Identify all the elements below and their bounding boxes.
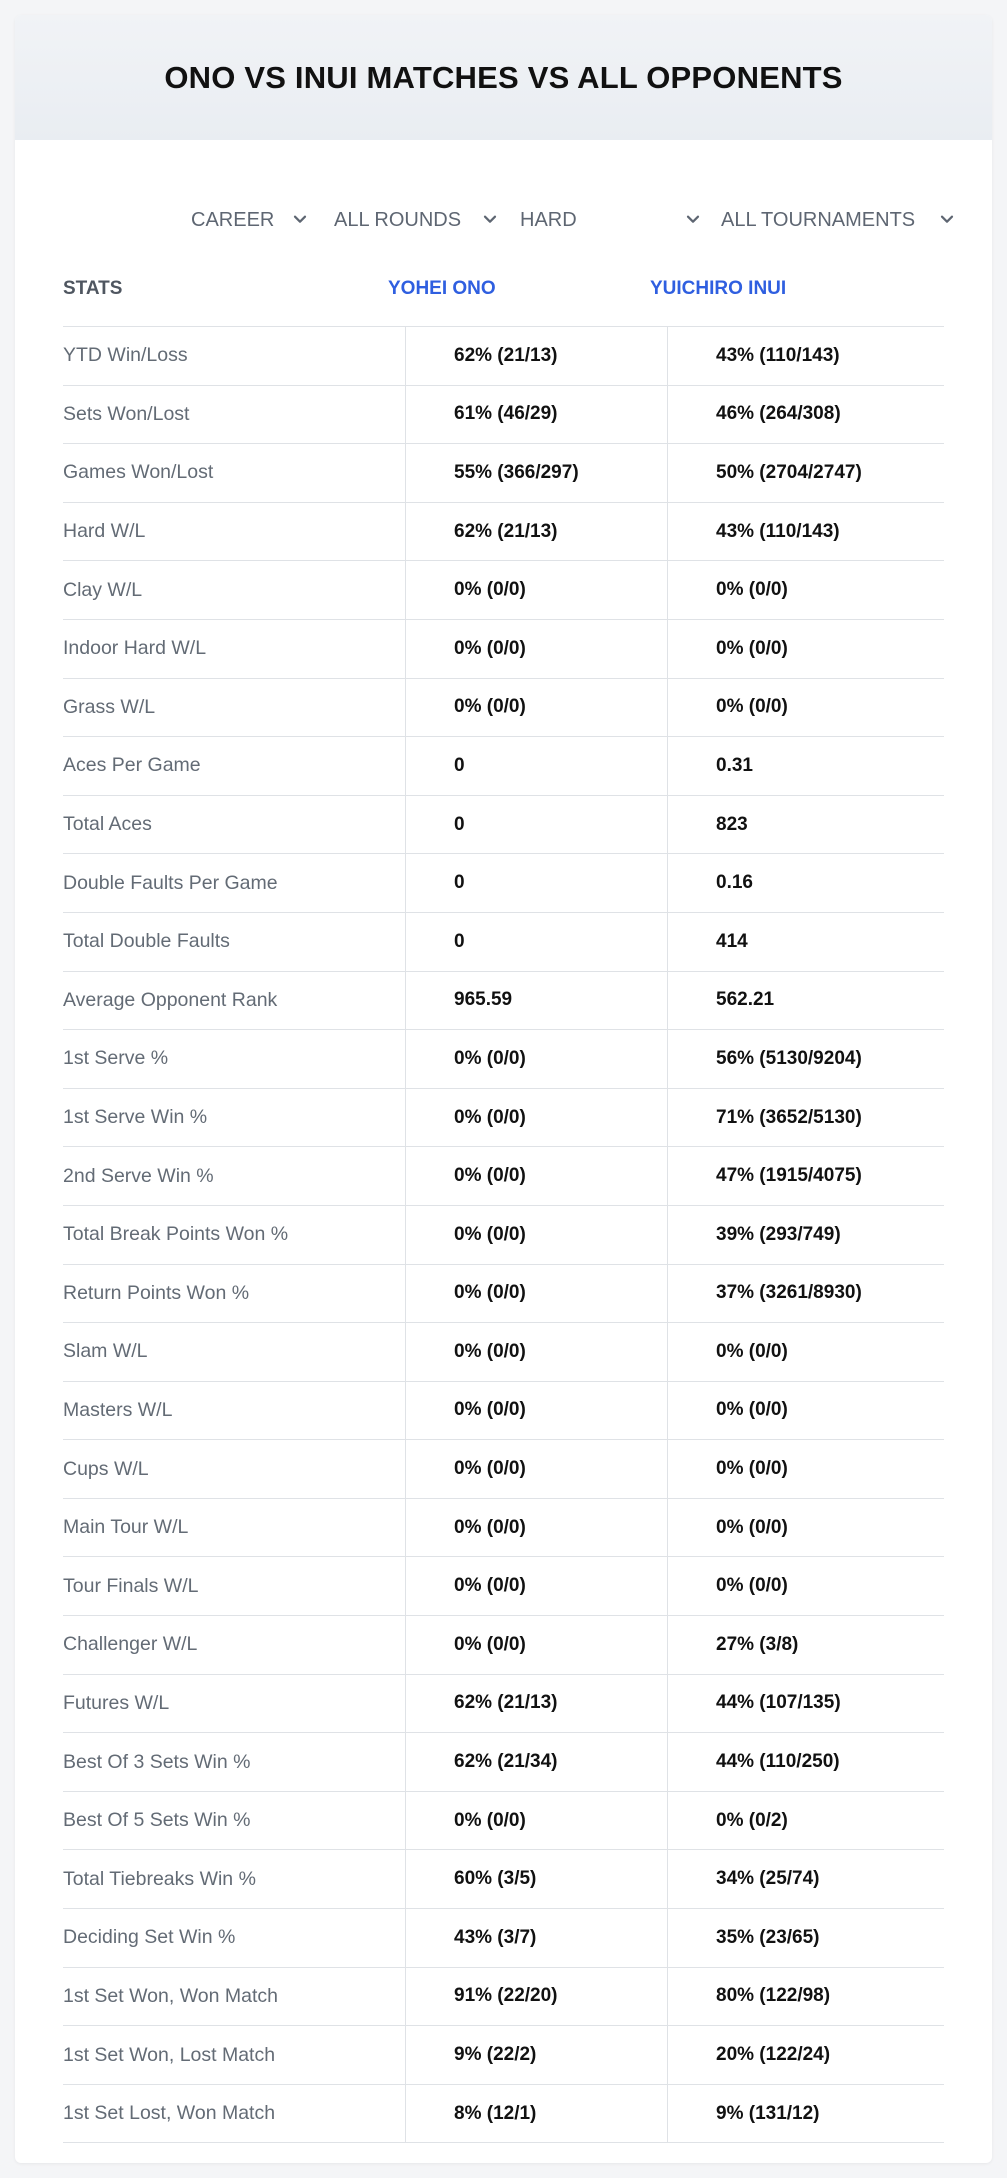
stat-label: Clay W/L bbox=[63, 578, 143, 601]
table-row bbox=[63, 1675, 944, 1734]
player2-value: 414 bbox=[667, 913, 944, 971]
table-row bbox=[63, 561, 944, 620]
player1-value: 91% (22/20) bbox=[405, 1968, 667, 2026]
player1-value: 0% (0/0) bbox=[405, 679, 667, 737]
stat-label: Best Of 3 Sets Win % bbox=[63, 1750, 251, 1773]
player2-value: 823 bbox=[667, 796, 944, 854]
stat-label: Average Opponent Rank bbox=[63, 988, 278, 1011]
player1-value: 965.59 bbox=[405, 972, 667, 1030]
player1-value: 0% (0/0) bbox=[405, 1265, 667, 1323]
chevron-down-icon bbox=[482, 211, 498, 227]
chevron-down-icon bbox=[292, 211, 308, 227]
table-row bbox=[63, 1616, 944, 1675]
stat-label: Total Break Points Won % bbox=[63, 1223, 289, 1246]
table-row bbox=[63, 1909, 944, 1968]
table-row bbox=[63, 1147, 944, 1206]
player2-value: 0% (0/0) bbox=[667, 679, 944, 737]
table-row bbox=[63, 1030, 944, 1089]
table-row bbox=[63, 1733, 944, 1792]
player1-value: 62% (21/13) bbox=[405, 1675, 667, 1733]
filter-label: HARD bbox=[520, 208, 577, 231]
player2-value: 37% (3261/8930) bbox=[667, 1265, 944, 1323]
stat-label: Cups W/L bbox=[63, 1457, 149, 1480]
column-header-player2-link[interactable]: YUICHIRO INUI bbox=[650, 277, 787, 299]
stat-label: 1st Set Lost, Won Match bbox=[63, 2102, 276, 2125]
stat-label: Grass W/L bbox=[63, 695, 156, 718]
player2-value: 44% (107/135) bbox=[667, 1675, 944, 1733]
table-row bbox=[63, 913, 944, 972]
table-row bbox=[63, 1265, 944, 1324]
player2-value: 47% (1915/4075) bbox=[667, 1147, 944, 1205]
stat-label: Futures W/L bbox=[63, 1691, 170, 1714]
player2-value: 43% (110/143) bbox=[667, 503, 944, 561]
stat-label: Total Tiebreaks Win % bbox=[63, 1867, 256, 1890]
column-header-player1-link[interactable]: YOHEI ONO bbox=[388, 277, 496, 299]
filter-label: ALL TOURNAMENTS bbox=[721, 208, 916, 231]
player1-value: 0 bbox=[405, 854, 667, 912]
stat-label: Sets Won/Lost bbox=[63, 402, 190, 425]
player2-value: 0.31 bbox=[667, 737, 944, 795]
stat-label: Games Won/Lost bbox=[63, 461, 214, 484]
player1-value: 0% (0/0) bbox=[405, 620, 667, 678]
filter-rounds-select[interactable] bbox=[334, 190, 498, 250]
table-row bbox=[63, 1323, 944, 1382]
chevron-down-icon bbox=[939, 211, 955, 227]
player1-value: 0% (0/0) bbox=[405, 1440, 667, 1498]
player1-value: 8% (12/1) bbox=[405, 2085, 667, 2143]
player2-value: 0% (0/0) bbox=[667, 1499, 944, 1557]
player1-value: 62% (21/13) bbox=[405, 503, 667, 561]
page-title: ONO VS INUI MATCHES VS ALL OPPONENTS bbox=[164, 59, 843, 95]
player2-value: 9% (131/12) bbox=[667, 2085, 944, 2143]
player1-value: 61% (46/29) bbox=[405, 386, 667, 444]
filter-career-select[interactable] bbox=[143, 190, 312, 250]
table-row bbox=[63, 386, 944, 445]
stat-label: Aces Per Game bbox=[63, 754, 201, 777]
player2-value: 562.21 bbox=[667, 972, 944, 1030]
filter-surface-select[interactable] bbox=[520, 190, 701, 250]
table-row bbox=[63, 2085, 944, 2144]
player2-value: 39% (293/749) bbox=[667, 1206, 944, 1264]
player1-value: 62% (21/34) bbox=[405, 1733, 667, 1791]
stat-label: Best Of 5 Sets Win % bbox=[63, 1809, 251, 1832]
stat-label: Return Points Won % bbox=[63, 1281, 250, 1304]
table-row bbox=[63, 1850, 944, 1909]
player1-value: 0% (0/0) bbox=[405, 1382, 667, 1440]
stat-label: Double Faults Per Game bbox=[63, 871, 278, 894]
table-row bbox=[63, 1440, 944, 1499]
filter-bar bbox=[15, 190, 992, 250]
stat-label: 1st Serve % bbox=[63, 1047, 169, 1070]
player2-value: 43% (110/143) bbox=[667, 327, 944, 385]
player1-value: 55% (366/297) bbox=[405, 444, 667, 502]
player2-value: 0% (0/0) bbox=[667, 1440, 944, 1498]
table-row bbox=[63, 444, 944, 503]
player2-value: 20% (122/24) bbox=[667, 2026, 944, 2084]
stats-table-body bbox=[63, 327, 944, 2143]
player1-value: 60% (3/5) bbox=[405, 1850, 667, 1908]
player1-value: 0 bbox=[405, 737, 667, 795]
player2-value: 0% (0/0) bbox=[667, 1382, 944, 1440]
stat-label: Main Tour W/L bbox=[63, 1516, 189, 1539]
stat-label: Slam W/L bbox=[63, 1340, 148, 1363]
table-row bbox=[63, 679, 944, 738]
player2-value: 0% (0/0) bbox=[667, 561, 944, 619]
player2-value: 80% (122/98) bbox=[667, 1968, 944, 2026]
player1-value: 0 bbox=[405, 796, 667, 854]
player2-value: 0% (0/0) bbox=[667, 1323, 944, 1381]
stat-label: Indoor Hard W/L bbox=[63, 637, 207, 660]
table-row bbox=[63, 1206, 944, 1265]
table-header bbox=[63, 250, 944, 327]
player2-value: 0% (0/2) bbox=[667, 1792, 944, 1850]
player2-value: 0% (0/0) bbox=[667, 620, 944, 678]
table-row bbox=[63, 620, 944, 679]
player1-value: 62% (21/13) bbox=[405, 327, 667, 385]
stat-label: Total Aces bbox=[63, 813, 152, 836]
player1-value: 0 bbox=[405, 913, 667, 971]
stat-label: YTD Win/Loss bbox=[63, 344, 188, 367]
stat-label: Challenger W/L bbox=[63, 1633, 198, 1656]
chevron-down-icon bbox=[685, 211, 701, 227]
player2-value: 71% (3652/5130) bbox=[667, 1089, 944, 1147]
stat-label: 1st Set Won, Lost Match bbox=[63, 2043, 276, 2066]
table-row bbox=[63, 1792, 944, 1851]
player2-value: 35% (23/65) bbox=[667, 1909, 944, 1967]
player2-value: 0.16 bbox=[667, 854, 944, 912]
player1-value: 0% (0/0) bbox=[405, 1616, 667, 1674]
stat-label: Masters W/L bbox=[63, 1398, 173, 1421]
player2-value: 34% (25/74) bbox=[667, 1850, 944, 1908]
table-row bbox=[63, 327, 944, 386]
player1-value: 9% (22/2) bbox=[405, 2026, 667, 2084]
player1-value: 0% (0/0) bbox=[405, 1147, 667, 1205]
table-row bbox=[63, 854, 944, 913]
player1-value: 0% (0/0) bbox=[405, 1792, 667, 1850]
table-row bbox=[63, 503, 944, 562]
player2-value: 56% (5130/9204) bbox=[667, 1030, 944, 1088]
page-header bbox=[15, 15, 992, 140]
player1-value: 0% (0/0) bbox=[405, 1089, 667, 1147]
table-row bbox=[63, 796, 944, 855]
table-row bbox=[63, 1499, 944, 1558]
column-header-stats: STATS bbox=[63, 277, 123, 299]
player1-value: 43% (3/7) bbox=[405, 1909, 667, 1967]
stats-card bbox=[15, 15, 992, 2163]
table-row bbox=[63, 1089, 944, 1148]
stat-label: 2nd Serve Win % bbox=[63, 1164, 214, 1187]
table-row bbox=[63, 1382, 944, 1441]
stat-label: 1st Set Won, Won Match bbox=[63, 1984, 278, 2007]
filter-tournaments-select[interactable] bbox=[721, 190, 955, 250]
player2-value: 0% (0/0) bbox=[667, 1557, 944, 1615]
stat-label: Hard W/L bbox=[63, 520, 146, 543]
stat-label: Tour Finals W/L bbox=[63, 1574, 199, 1597]
table-row bbox=[63, 2026, 944, 2085]
player1-value: 0% (0/0) bbox=[405, 1030, 667, 1088]
stat-label: 1st Serve Win % bbox=[63, 1106, 208, 1129]
player2-value: 44% (110/250) bbox=[667, 1733, 944, 1791]
filter-label: ALL ROUNDS bbox=[334, 208, 462, 231]
table-row bbox=[63, 972, 944, 1031]
player1-value: 0% (0/0) bbox=[405, 561, 667, 619]
table-row bbox=[63, 1557, 944, 1616]
player1-value: 0% (0/0) bbox=[405, 1206, 667, 1264]
player1-value: 0% (0/0) bbox=[405, 1557, 667, 1615]
player2-value: 27% (3/8) bbox=[667, 1616, 944, 1674]
player1-value: 0% (0/0) bbox=[405, 1499, 667, 1557]
table-row bbox=[63, 737, 944, 796]
filter-label: CAREER bbox=[191, 208, 275, 231]
player2-value: 50% (2704/2747) bbox=[667, 444, 944, 502]
player2-value: 46% (264/308) bbox=[667, 386, 944, 444]
player1-value: 0% (0/0) bbox=[405, 1323, 667, 1381]
stat-label: Total Double Faults bbox=[63, 930, 230, 953]
table-row bbox=[63, 1968, 944, 2027]
stat-label: Deciding Set Win % bbox=[63, 1926, 236, 1949]
